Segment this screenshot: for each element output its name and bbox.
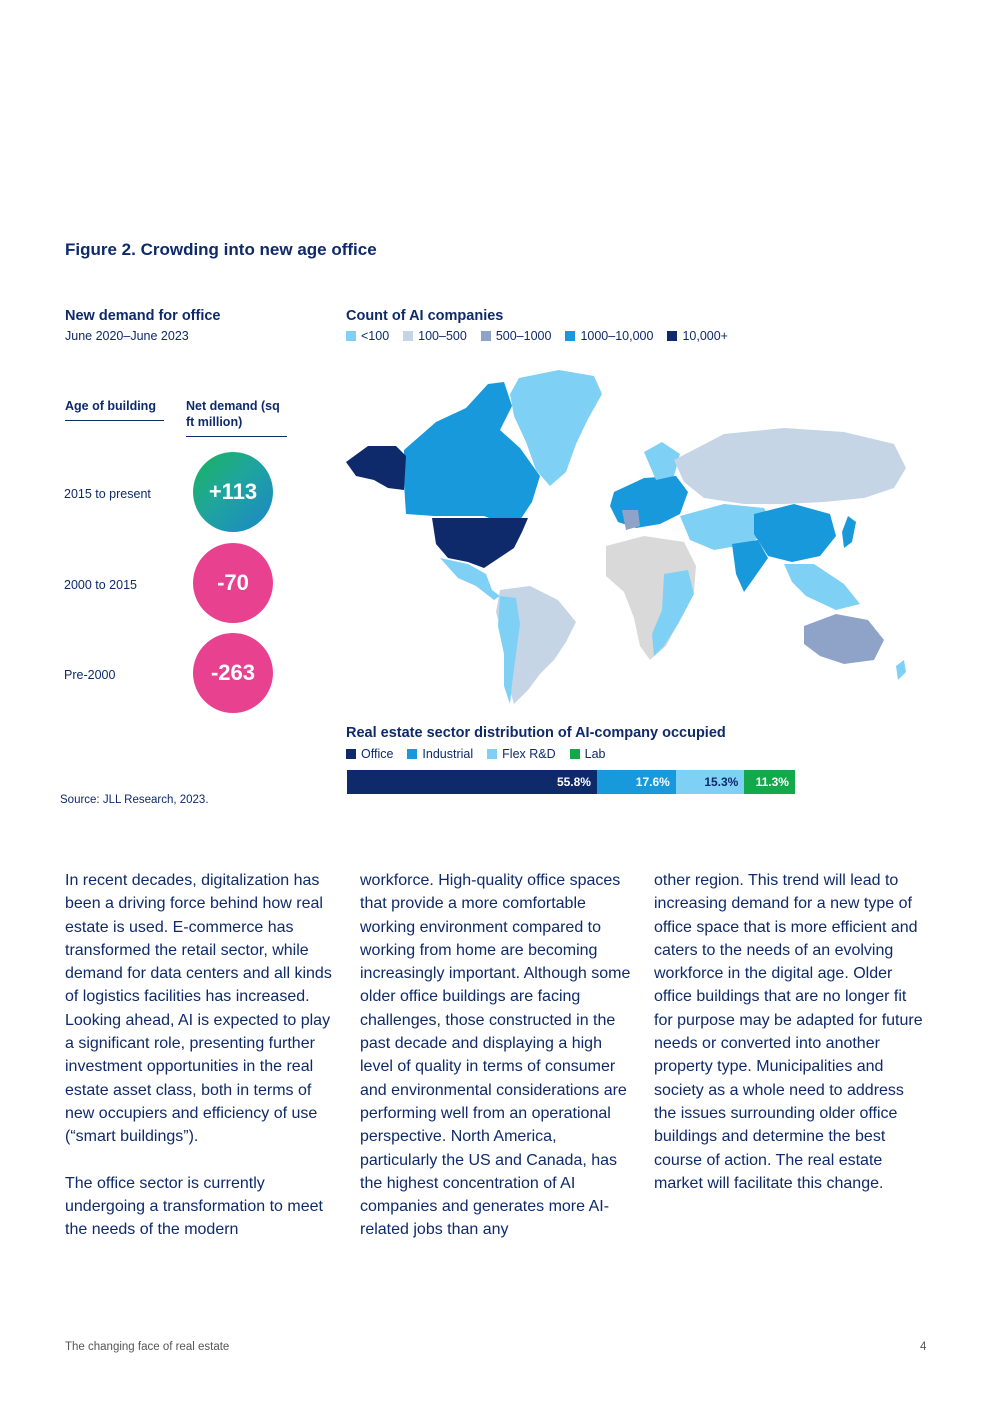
legend-item xyxy=(403,329,467,343)
legend-swatch xyxy=(487,749,497,759)
row-label-2015-present: 2015 to present xyxy=(64,487,151,501)
map-region-russia xyxy=(674,428,906,504)
bar-data-label: 17.6% xyxy=(635,775,670,789)
legend-item xyxy=(407,747,473,761)
body-paragraph: workforce. High-quality office spaces that provide a more comfortable working environment compared to working from home are becoming increasingly important. Although some older office buildings are facing challenges, those constructed in the past decade and displaying a high level of quality in terms of consumer and environmental considerations are performing well from an operational perspective. North America, particularly the US and Canada, has the highest concentration of AI companies and generates more AI-related jobs than any xyxy=(360,872,631,1239)
map-region-china xyxy=(754,504,836,562)
body-paragraph: other region. This trend will lead to increasing demand for a new type of office space that is more efficient and caters to the needs of an evolving workforce in the digital age. Older office buildings that are no longer fit for purpose may be adapted for future needs or converted into another property type. Municipalities and society as a whole need to address the issues surrounding older office buildings and determine the best course of action. The real estate market will facilitate this change. xyxy=(654,872,923,1192)
source-note: Source: JLL Research, 2023. xyxy=(60,794,209,806)
body-column-2 xyxy=(360,869,632,1265)
column-header-age: Age of building xyxy=(65,398,164,421)
demand-title: New demand for office xyxy=(65,308,221,324)
sector-legend xyxy=(346,747,606,761)
map-legend xyxy=(346,329,728,343)
legend-swatch xyxy=(667,331,677,341)
net-demand-bubble: -263 xyxy=(193,633,273,713)
legend-item xyxy=(346,747,393,761)
figure-title: Figure 2. Crowding into new age office xyxy=(65,240,377,259)
map-region-mexico xyxy=(440,558,500,600)
map-region-europe xyxy=(610,476,688,528)
demand-subtitle: June 2020–June 2023 xyxy=(65,329,189,343)
row-label-2000-2015: 2000 to 2015 xyxy=(64,578,137,592)
bar-data-label: 55.8% xyxy=(556,775,591,789)
net-demand-bubble: -70 xyxy=(193,543,273,623)
legend-label: Office xyxy=(361,747,394,761)
bar-segment-lab xyxy=(744,770,795,794)
sector-chart-title: Real estate sector distribution of AI-company occupied xyxy=(346,725,726,741)
map-region-new-zealand xyxy=(896,660,906,680)
body-column-3 xyxy=(654,869,926,1218)
footer-title: The changing face of real estate xyxy=(65,1341,230,1353)
bar-segment-office xyxy=(347,770,597,794)
legend-swatch xyxy=(346,331,356,341)
world-map xyxy=(344,364,910,709)
legend-label: <100 xyxy=(361,329,390,343)
legend-label: 10,000+ xyxy=(682,329,728,343)
legend-item xyxy=(570,747,606,761)
map-region-australia xyxy=(804,614,884,664)
map-region-japan xyxy=(842,516,856,548)
body-column-1 xyxy=(65,869,337,1264)
legend-item xyxy=(346,329,389,343)
legend-label: 100–500 xyxy=(418,329,467,343)
bar-segment-flex-r-d xyxy=(676,770,745,794)
bar-data-label: 15.3% xyxy=(704,775,739,789)
page-number: 4 xyxy=(920,1341,927,1353)
bar-segment-industrial xyxy=(597,770,676,794)
net-demand-bubble: +113 xyxy=(193,452,273,532)
legend-item xyxy=(487,747,555,761)
legend-item xyxy=(481,329,552,343)
legend-label: 500–1000 xyxy=(495,329,552,343)
legend-swatch xyxy=(565,331,575,341)
legend-swatch xyxy=(481,331,491,341)
legend-swatch xyxy=(407,749,417,759)
bar-data-label: 11.3% xyxy=(755,775,789,789)
sector-stacked-bar xyxy=(347,770,795,794)
legend-label: 1000–10,000 xyxy=(580,329,654,343)
body-paragraph: In recent decades, digitalization has been a driving force behind how real estate is used. E-commerce has transformed the retail sector, while demand for data centers and all kinds of logistics facilities has increased. Looking ahead, AI is expected to play a significant role, presenting further investment opportunities in the real estate asset class, both in terms of new occupiers and efficiency of use (“smart buildings”). xyxy=(65,872,332,1146)
legend-label: Industrial xyxy=(422,747,474,761)
column-header-net-demand: Net demand (sq ft million) xyxy=(186,398,287,437)
body-paragraph: The office sector is currently undergoing a transformation to meet the needs of the modern xyxy=(65,1174,323,1239)
map-region-alaska xyxy=(346,446,406,490)
row-label-pre-2000: Pre-2000 xyxy=(64,668,116,682)
legend-item xyxy=(667,329,728,343)
map-title: Count of AI companies xyxy=(346,308,504,324)
legend-label: Lab xyxy=(584,747,606,761)
map-region-india xyxy=(732,540,768,592)
legend-item xyxy=(565,329,653,343)
legend-swatch xyxy=(403,331,413,341)
legend-swatch xyxy=(346,749,356,759)
legend-label: Flex R&D xyxy=(502,747,556,761)
legend-swatch xyxy=(570,749,580,759)
map-region-southeast-asia xyxy=(784,564,860,610)
